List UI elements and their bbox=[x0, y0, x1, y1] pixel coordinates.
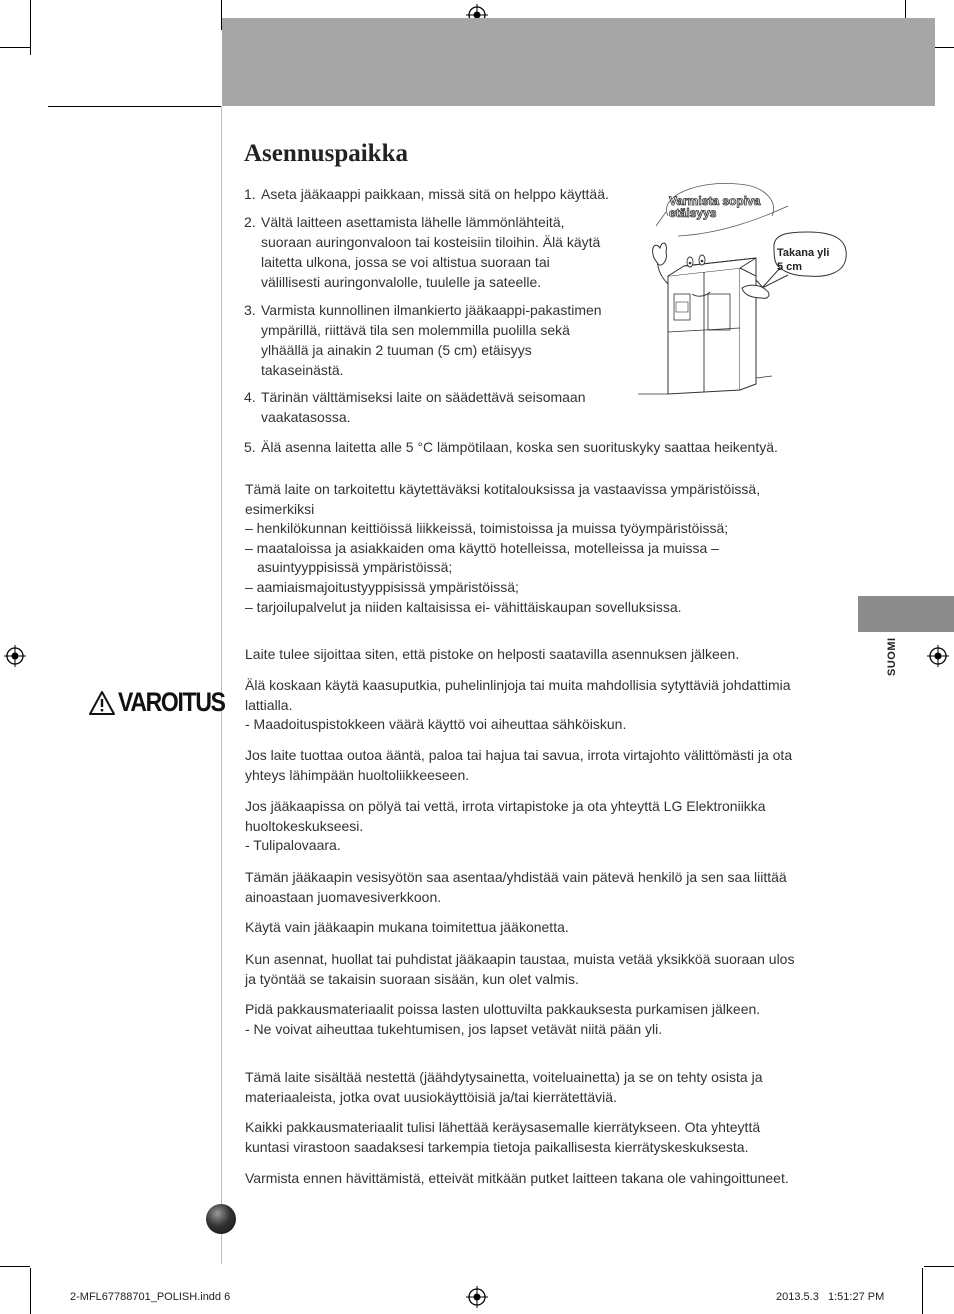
step-number: 1. bbox=[244, 186, 256, 202]
step-line: Älä asenna laitetta alle 5 °C lämpötilaan, koska sen suorituskyky saattaa heikentyä. bbox=[261, 439, 778, 455]
footer-filename: 2-MFL67788701_POLISH.indd 6 bbox=[70, 1291, 231, 1303]
warning-paragraph bbox=[245, 868, 850, 907]
usage-intro: Tämä laite on tarkoitettu käytettäväksi kotitalouksissa ja vastaavissa ympäristöissä, bbox=[245, 481, 761, 497]
bubble-right-line: 5 cm bbox=[777, 261, 803, 273]
page-title: Asennuspaikka bbox=[244, 140, 408, 167]
step-item bbox=[244, 437, 854, 457]
warning-label-text: VAROITUS bbox=[118, 687, 225, 717]
footer-timestamp: 2013.5.3 1:51:27 PM bbox=[776, 1291, 885, 1303]
step-line: takaseinästä. bbox=[261, 362, 344, 378]
crop-mark bbox=[924, 1266, 954, 1267]
disposal-line: materiaaleista, jotka ovat uusiokäyttöisiä ja/tai kierrätettäviä. bbox=[245, 1088, 617, 1105]
usage-item: – maataloissa ja asiakkaiden oma käyttö hotelleissa, motelleissa ja muissa – bbox=[245, 539, 719, 556]
step-item bbox=[244, 300, 644, 380]
header-rule bbox=[48, 106, 222, 107]
step-number: 3. bbox=[244, 302, 256, 318]
warning-paragraph bbox=[245, 918, 850, 938]
warning-line: - Ne voivat aiheuttaa tukehtumisen, jos lapset vetävät niitä pään yli. bbox=[245, 1020, 663, 1037]
step-line: Aseta jääkaappi paikkaan, missä sitä on helppo käyttää. bbox=[261, 186, 609, 202]
bubble-top-line: etäisyys bbox=[669, 206, 717, 220]
disposal-line: Tämä laite sisältää nestettä (jäähdytysainetta, voiteluainetta) ja se on tehty osista ja bbox=[245, 1069, 763, 1085]
usage-item: – tarjoilupalvelut ja niiden kaltaisissa ei- vähittäiskaupan sovelluksissa. bbox=[245, 598, 682, 615]
warning-paragraph bbox=[245, 676, 850, 735]
warning-line: Pidä pakkausmateriaalit poissa lasten ulottuvilta pakkauksesta purkamisen jälkeen. bbox=[245, 1001, 761, 1017]
warning-line: Älä koskaan käytä kaasuputkia, puhelinlinjoja tai muita mahdollisia sytyttäviä johdattimia bbox=[245, 677, 791, 693]
bubble-right-line: Takana yli bbox=[777, 247, 830, 259]
warning-line: ja työntää se takaisin suoraan sisään, kun olet valmis. bbox=[245, 970, 579, 987]
warning-line: Kun asennat, huollat tai puhdistat jääkaapin taustaa, muista vetää yksikköä suoraan ulos bbox=[245, 951, 795, 967]
step-item bbox=[244, 212, 644, 292]
language-tab bbox=[858, 596, 954, 632]
margin-rule bbox=[221, 106, 222, 1264]
warning-line: Jos jääkaapissa on pölyä tai vettä, irrota virtapistoke ja ota yhteyttä LG Elektroniikka bbox=[245, 798, 766, 814]
registration-mark-icon bbox=[927, 645, 949, 667]
crop-mark bbox=[0, 47, 30, 48]
step-line: Vältä laitteen asettamista lähelle lämmönlähteitä, bbox=[261, 214, 565, 230]
usage-section bbox=[245, 480, 850, 617]
illustration-bubble-top bbox=[669, 195, 760, 219]
header-band bbox=[222, 18, 935, 106]
language-tab-label: SUOMI bbox=[886, 637, 898, 676]
step-line: vaakatasossa. bbox=[261, 409, 351, 425]
page-bullet-icon bbox=[206, 1204, 236, 1234]
step-line: Tärinän välttämiseksi laite on säädettävä seisomaan bbox=[261, 389, 586, 405]
step-number: 4. bbox=[244, 389, 256, 405]
usage-item: – aamiaismajoitustyyppisissä ympäristöissä; bbox=[245, 578, 519, 595]
step-line: ylhäällä ja ainakin 2 tuuman (5 cm) etäisyys bbox=[261, 342, 532, 358]
crop-mark bbox=[30, 0, 31, 55]
usage-item: – henkilökunnan keittiöissä liikkeissä, toimistoissa ja muissa työympäristöissä; bbox=[245, 520, 729, 537]
step-line: Varmista kunnollinen ilmankierto jääkaappi-pakastimen bbox=[261, 302, 602, 318]
warning-line: Laite tulee sijoittaa siten, että pistoke on helposti saatavilla asennuksen jälkeen. bbox=[245, 646, 740, 662]
step-number: 5. bbox=[244, 439, 256, 455]
warning-paragraph bbox=[245, 746, 850, 785]
step-line: ympärillä, riittävä tila sen molemmilla puolilla sekä bbox=[261, 322, 570, 338]
disposal-paragraph bbox=[245, 1068, 850, 1107]
warning-line: huoltokeskukseesi. bbox=[245, 817, 364, 834]
step-item bbox=[244, 184, 644, 204]
warning-line: lattialla. bbox=[245, 696, 293, 713]
step-item bbox=[244, 387, 644, 427]
warning-triangle-icon bbox=[88, 690, 116, 716]
usage-item: asuintyyppisissä ympäristöissä; bbox=[257, 559, 453, 576]
warning-paragraph bbox=[245, 1000, 850, 1039]
warning-line: - Maadoituspistokkeen väärä käyttö voi aiheuttaa sähköiskun. bbox=[245, 716, 627, 733]
step-line: laitetta ulkona, jossa se voi altistua suoraan tai bbox=[261, 254, 550, 270]
registration-mark-icon bbox=[4, 645, 26, 667]
warning-paragraph bbox=[245, 645, 850, 665]
disposal-line: kuntasi virastoon saadaksesi tarkempia tietoja paikallisesta kierrätyskeskuksesta. bbox=[245, 1138, 749, 1155]
step-number: 2. bbox=[244, 214, 256, 230]
warning-paragraph bbox=[245, 950, 850, 989]
warning-line: ainoastaan juomavesiverkkoon. bbox=[245, 888, 442, 905]
disposal-line: Varmista ennen hävittämistä, etteivät mitkään putket laitteen takana ole vahingoittuneet. bbox=[245, 1170, 789, 1186]
disposal-paragraph bbox=[245, 1169, 850, 1189]
crop-mark bbox=[30, 1268, 31, 1314]
step-line: välillisesti auringonvalolle, tuulelle ja sateelle. bbox=[261, 274, 542, 290]
usage-intro: esimerkiksi bbox=[245, 500, 315, 517]
disposal-line: Kaikki pakkausmateriaalit tulisi lähettää keräysasemalle kierrätykseen. Ota yhteyttä bbox=[245, 1119, 761, 1135]
illustration-bubble-right bbox=[777, 246, 829, 274]
crop-mark bbox=[0, 1266, 30, 1267]
bubble-top-line: Varmista sopiva bbox=[669, 194, 761, 208]
warning-line: Jos laite tuottaa outoa ääntä, paloa tai hajua tai savua, irrota virtajohto välittömästi ja ota bbox=[245, 747, 793, 763]
warning-line: yhteys lähimpään huoltoliikkeeseen. bbox=[245, 766, 470, 783]
crop-mark bbox=[922, 1268, 923, 1314]
warning-line: Käytä vain jääkaapin mukana toimitettua jääkonetta. bbox=[245, 919, 569, 935]
warning-paragraph bbox=[245, 797, 850, 856]
warning-line: Tämän jääkaapin vesisyötön saa asentaa/yhdistää vain pätevä henkilö ja sen saa liittää bbox=[245, 869, 787, 885]
disposal-paragraph bbox=[245, 1118, 850, 1157]
step-line: suoraan auringonvaloon tai kosteisiin tiloihin. Älä käytä bbox=[261, 234, 601, 250]
registration-mark-icon bbox=[466, 1286, 488, 1308]
warning-line: - Tulipalovaara. bbox=[245, 837, 341, 854]
